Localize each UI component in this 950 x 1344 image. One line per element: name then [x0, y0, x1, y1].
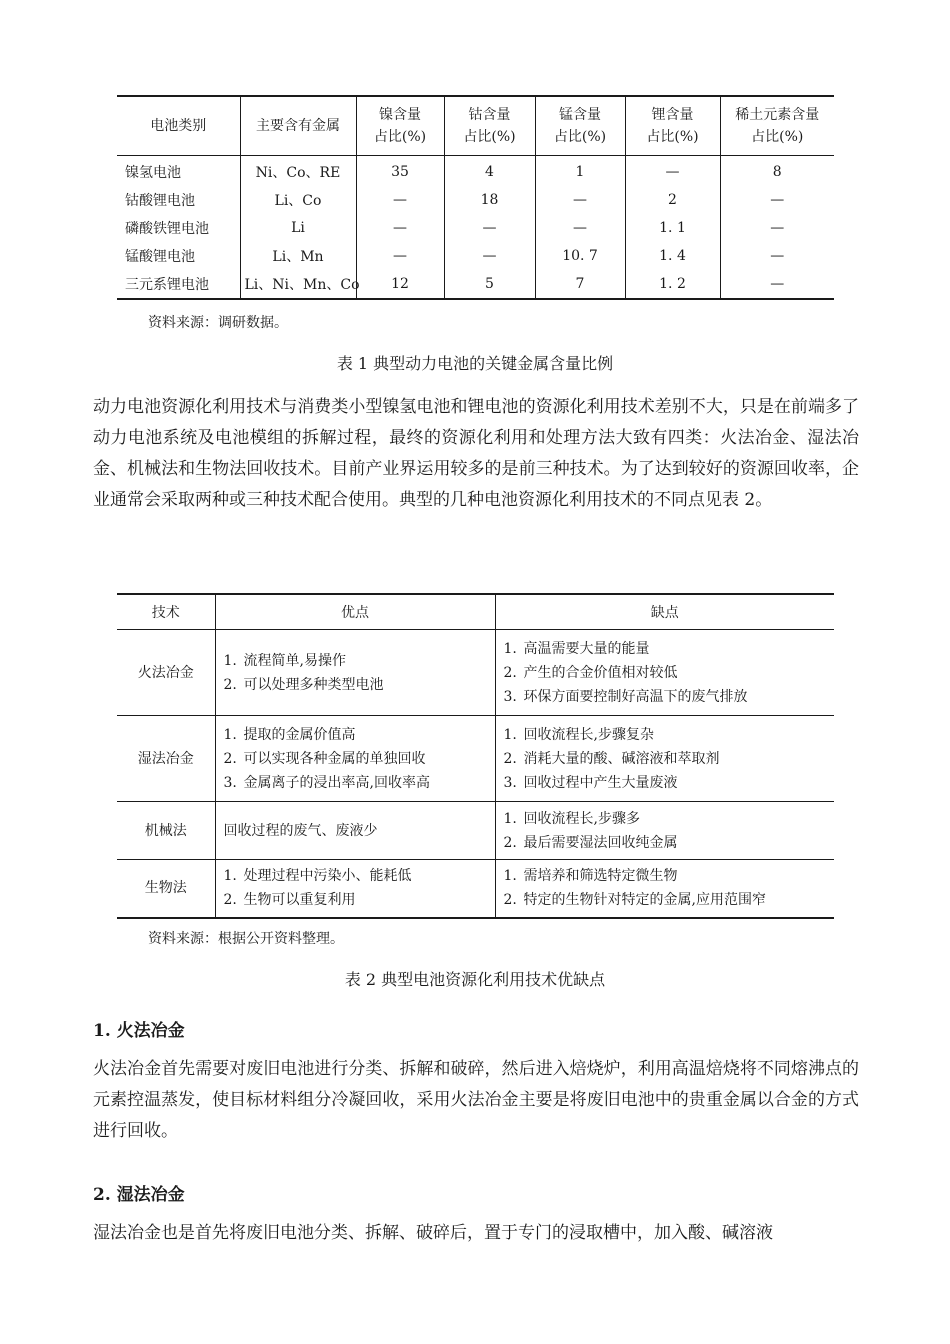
table1-caption: 表 1 典型动力电池的关键金属含量比例 — [336, 354, 614, 373]
list-item: 2. 最后需要湿法回收纯金属 — [503, 834, 678, 851]
table-cell: 10. 7 — [535, 242, 625, 270]
cons-list — [495, 716, 834, 802]
table-cell: — — [625, 156, 720, 187]
list-item: 1. 高温需要大量的能量 — [503, 640, 650, 657]
table-header-row — [117, 594, 834, 630]
section-heading-hydrometallurgy: 2. 湿法冶金 — [93, 1185, 185, 1205]
tech-name: 火法冶金 — [137, 664, 194, 681]
body-paragraph: 火法冶金首先需要对废旧电池进行分类、拆解和破碎，然后进入焙烧炉，利用高温焙烧将不同熔沸点的元素控温蒸发，使目标材料组分冷凝回收，采用火法冶金主要是将废旧电池中的贵重金属以合金的方式进行回收。 — [93, 1059, 859, 1141]
table-cell: 7 — [535, 270, 625, 299]
header-cobalt: 钴含量 占比(%) — [444, 96, 535, 156]
table-cell: Ni、Co、RE — [240, 156, 356, 187]
table-cell: — — [356, 214, 444, 242]
header-manganese: 锰含量 占比(%) — [535, 96, 625, 156]
table-cell: 8 — [720, 156, 834, 187]
table-cell: 1. 4 — [625, 242, 720, 270]
table1-source-note: 资料来源：调研数据。 — [148, 315, 288, 331]
table-cell: 锰酸锂电池 — [125, 249, 195, 265]
table-cell: 35 — [356, 156, 444, 187]
header-disadvantages: 缺点 — [495, 594, 834, 630]
table-cell: Li、Mn — [240, 242, 356, 270]
list-item: 2. 生物可以重复利用 — [223, 892, 356, 909]
header-technology: 技术 — [151, 605, 180, 621]
table-row — [117, 630, 834, 716]
table-cell: 钴酸锂电池 — [125, 193, 195, 209]
header-nickel: 镍含量 占比(%) — [356, 96, 444, 156]
table-row — [117, 186, 834, 214]
table-cell: — — [444, 214, 535, 242]
cons-list — [495, 860, 834, 918]
header-rare-earth: 稀土元素含量 占比(%) — [720, 96, 834, 156]
table-row — [117, 802, 834, 860]
pros-text: 回收过程的废气、废液少 — [215, 802, 495, 860]
cons-list — [495, 630, 834, 716]
list-item: 2. 产生的合金价值相对较低 — [503, 664, 678, 681]
table-row — [117, 860, 834, 918]
table-row — [117, 270, 834, 299]
table-cell: 三元系锂电池 — [125, 277, 209, 293]
cons-list — [495, 802, 834, 860]
list-item: 3. 环保方面要控制好高温下的废气排放 — [503, 688, 748, 705]
table-cell: — — [356, 186, 444, 214]
table2-caption: 表 2 典型电池资源化利用技术优缺点 — [344, 970, 606, 989]
pros-list — [215, 860, 495, 918]
list-item: 3. 金属离子的浸出率高,回收率高 — [223, 774, 430, 791]
list-item: 3. 回收过程中产生大量废液 — [503, 774, 678, 791]
table-cell: — — [444, 242, 535, 270]
table-cell: 4 — [444, 156, 535, 187]
header-advantages: 优点 — [215, 594, 495, 630]
body-paragraph: 动力电池资源化利用技术与消费类小型镍氢电池和锂电池的资源化利用技术差别不大，只是在前端多了动力电池系统及电池模组的拆解过程，最终的资源化利用和处理方法大致有四类：火法冶金、湿法冶金、机械法和生物法回收技术。目前产业界运用较多的是前三种技术。为了达到较好的资源回收率，企业通常会采取两种或三种技术配合使用。典型的几种电池资源化利用技术的不同点见表 2。 — [93, 397, 859, 510]
table-row — [117, 242, 834, 270]
list-item: 1. 处理过程中污染小、能耗低 — [223, 868, 412, 885]
table-cell: 2 — [625, 186, 720, 214]
header-battery-type: 电池类别 — [150, 118, 207, 134]
table-header-row — [117, 96, 834, 156]
list-item: 1. 回收流程长,步骤复杂 — [503, 726, 654, 743]
table-cell: Li、Ni、Mn、Co — [240, 270, 356, 299]
pros-list — [215, 630, 495, 716]
metal-content-table — [117, 95, 834, 300]
tech-name: 机械法 — [144, 822, 187, 839]
table-row — [117, 156, 834, 187]
table-cell: — — [535, 186, 625, 214]
header-lithium: 锂含量 占比(%) — [625, 96, 720, 156]
table-cell: — — [720, 214, 834, 242]
list-item: 2. 可以处理多种类型电池 — [223, 676, 384, 693]
list-item: 1. 提取的金属价值高 — [223, 726, 356, 743]
recycling-tech-table — [117, 593, 834, 919]
table2-source-note: 资料来源：根据公开资料整理。 — [148, 931, 344, 947]
list-item: 1. 回收流程长,步骤多 — [503, 810, 640, 827]
list-item: 2. 消耗大量的酸、碱溶液和萃取剂 — [503, 750, 720, 767]
table-cell: — — [720, 270, 834, 299]
table-cell: — — [720, 186, 834, 214]
table-row — [117, 214, 834, 242]
table-cell: Li、Co — [240, 186, 356, 214]
tech-name: 湿法冶金 — [137, 750, 194, 767]
table-cell: — — [535, 214, 625, 242]
tech-name: 生物法 — [144, 880, 187, 897]
list-item: 2. 特定的生物针对特定的金属,应用范围窄 — [503, 892, 766, 909]
body-paragraph: 湿法冶金也是首先将废旧电池分类、拆解、破碎后，置于专门的浸取槽中，加入酸、碱溶液 — [93, 1223, 773, 1243]
table-cell: 5 — [444, 270, 535, 299]
header-main-metals: 主要含有金属 — [240, 96, 356, 156]
table-cell: Li — [240, 214, 356, 242]
pros-list — [215, 716, 495, 802]
section-heading-pyrometallurgy: 1. 火法冶金 — [93, 1021, 185, 1041]
table-cell: 12 — [356, 270, 444, 299]
list-item: 1. 流程简单,易操作 — [223, 652, 346, 669]
table-cell: — — [356, 242, 444, 270]
table-cell: 磷酸铁锂电池 — [125, 221, 209, 237]
list-item: 1. 需培养和筛选特定微生物 — [503, 868, 678, 885]
table-cell: 1 — [535, 156, 625, 187]
table-cell: — — [720, 242, 834, 270]
table-cell: 1. 2 — [625, 270, 720, 299]
table-row — [117, 716, 834, 802]
table-cell: 镍氢电池 — [125, 165, 181, 181]
list-item: 2. 可以实现各种金属的单独回收 — [223, 750, 426, 767]
table-cell: 1. 1 — [625, 214, 720, 242]
table-cell: 18 — [444, 186, 535, 214]
